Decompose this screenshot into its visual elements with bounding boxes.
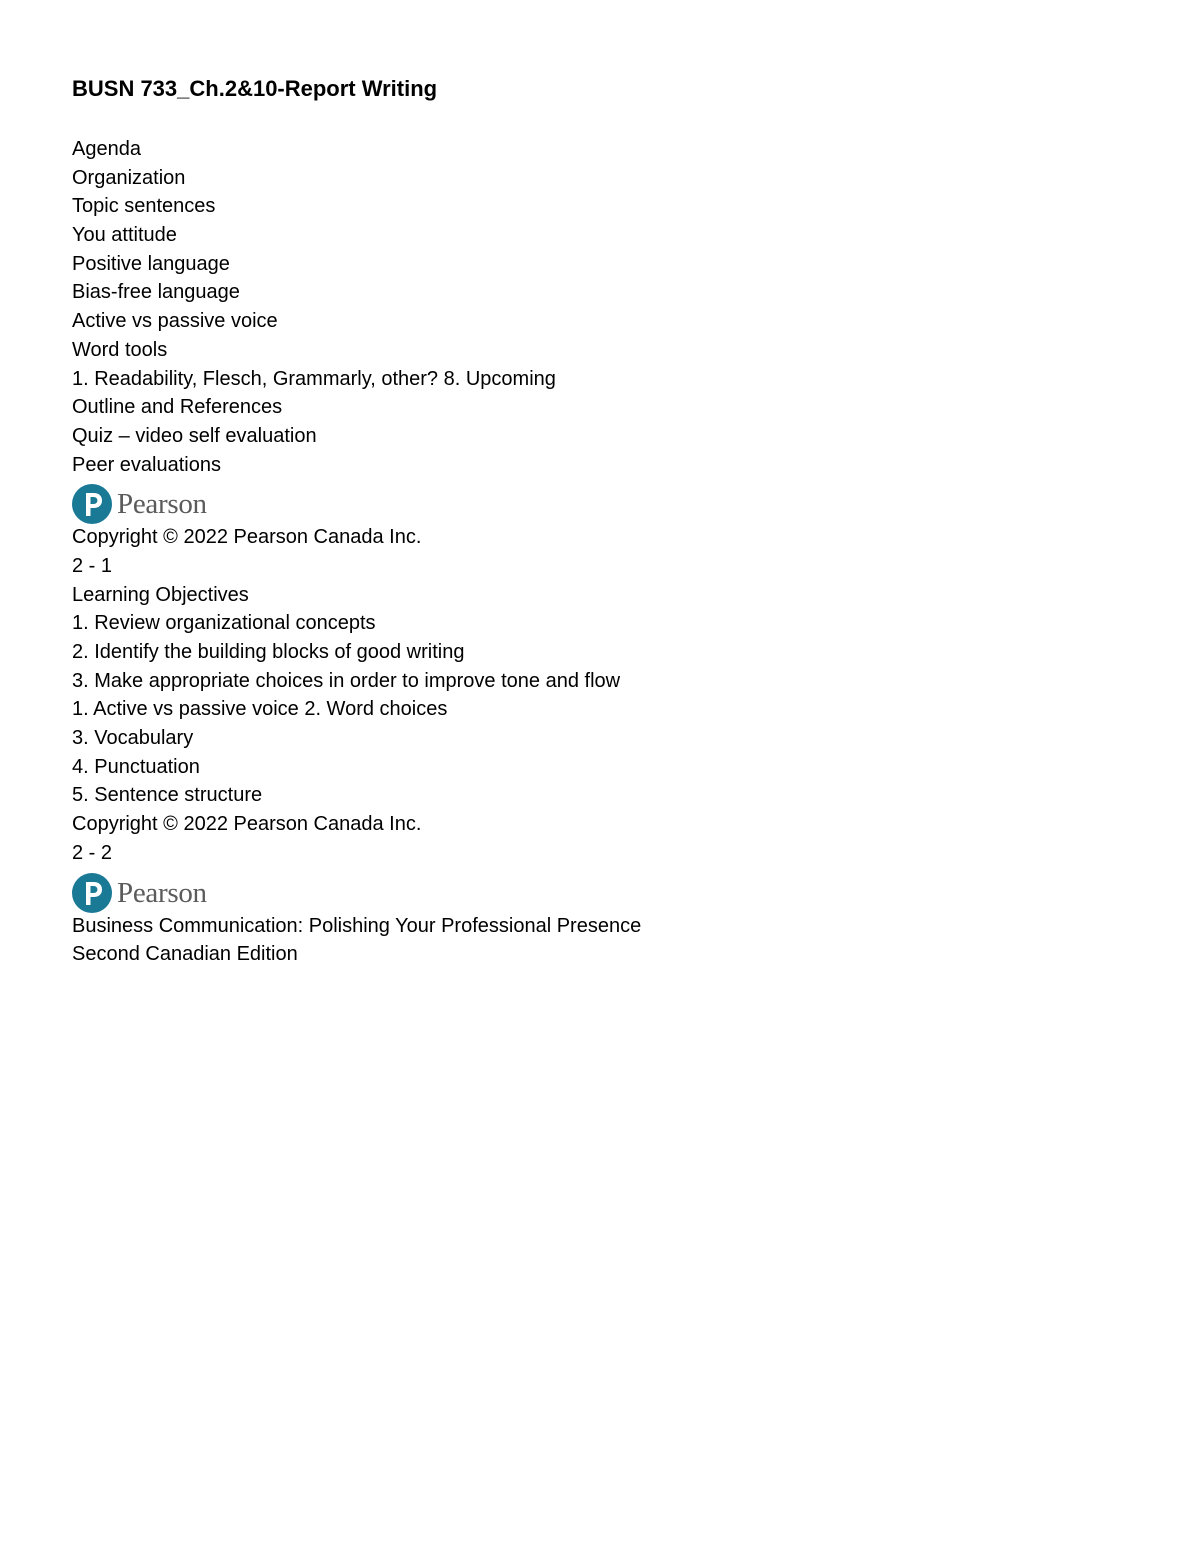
agenda-item: 1. Readability, Flesch, Grammarly, other? 8. Upcoming [72,367,556,390]
agenda-list [72,135,1128,479]
agenda-item: Topic sentences [72,195,216,218]
objective-item: 5. Sentence structure [72,784,263,807]
pearson-p-logo-icon [72,873,112,913]
agenda-item: Bias-free language [72,281,240,304]
slide-number: 2 - 2 [72,841,113,864]
pearson-wordmark: Pearson [117,488,207,521]
pearson-p-logo-icon [72,484,112,524]
book-edition: Second Canadian Edition [72,943,298,966]
objective-item: 3. Make appropriate choices in order to improve tone and flow [72,669,621,692]
agenda-item: Organization [72,166,186,189]
book-title: Business Communication: Polishing Your Professional Presence [72,914,642,937]
copyright-text: Copyright © 2022 Pearson Canada Inc. [72,526,422,549]
agenda-item: Word tools [72,338,168,361]
objectives-heading: Learning Objectives [72,583,249,606]
agenda-item: Outline and References [72,396,283,419]
objective-item: 1. Review organizational concepts [72,612,376,635]
agenda-item: Active vs passive voice [72,310,278,333]
document-title: BUSN 733_Ch.2&10-Report Writing [72,76,438,101]
learning-objectives-list [72,581,1128,811]
agenda-item: Quiz – video self evaluation [72,424,317,447]
slide-number: 2 - 1 [72,554,113,577]
agenda-heading: Agenda [72,138,141,160]
agenda-item: Positive language [72,252,230,275]
document-page [72,74,1128,969]
pearson-logo [72,870,1128,916]
pearson-logo [72,481,1128,527]
agenda-item: Peer evaluations [72,453,221,476]
objective-item: 1. Active vs passive voice 2. Word choices [72,698,448,721]
objective-item: 3. Vocabulary [72,727,194,750]
pearson-wordmark: Pearson [117,876,207,909]
agenda-item: You attitude [72,224,177,247]
copyright-text: Copyright © 2022 Pearson Canada Inc. [72,813,422,836]
objective-item: 2. Identify the building blocks of good writing [72,641,465,663]
objective-item: 4. Punctuation [72,755,200,778]
